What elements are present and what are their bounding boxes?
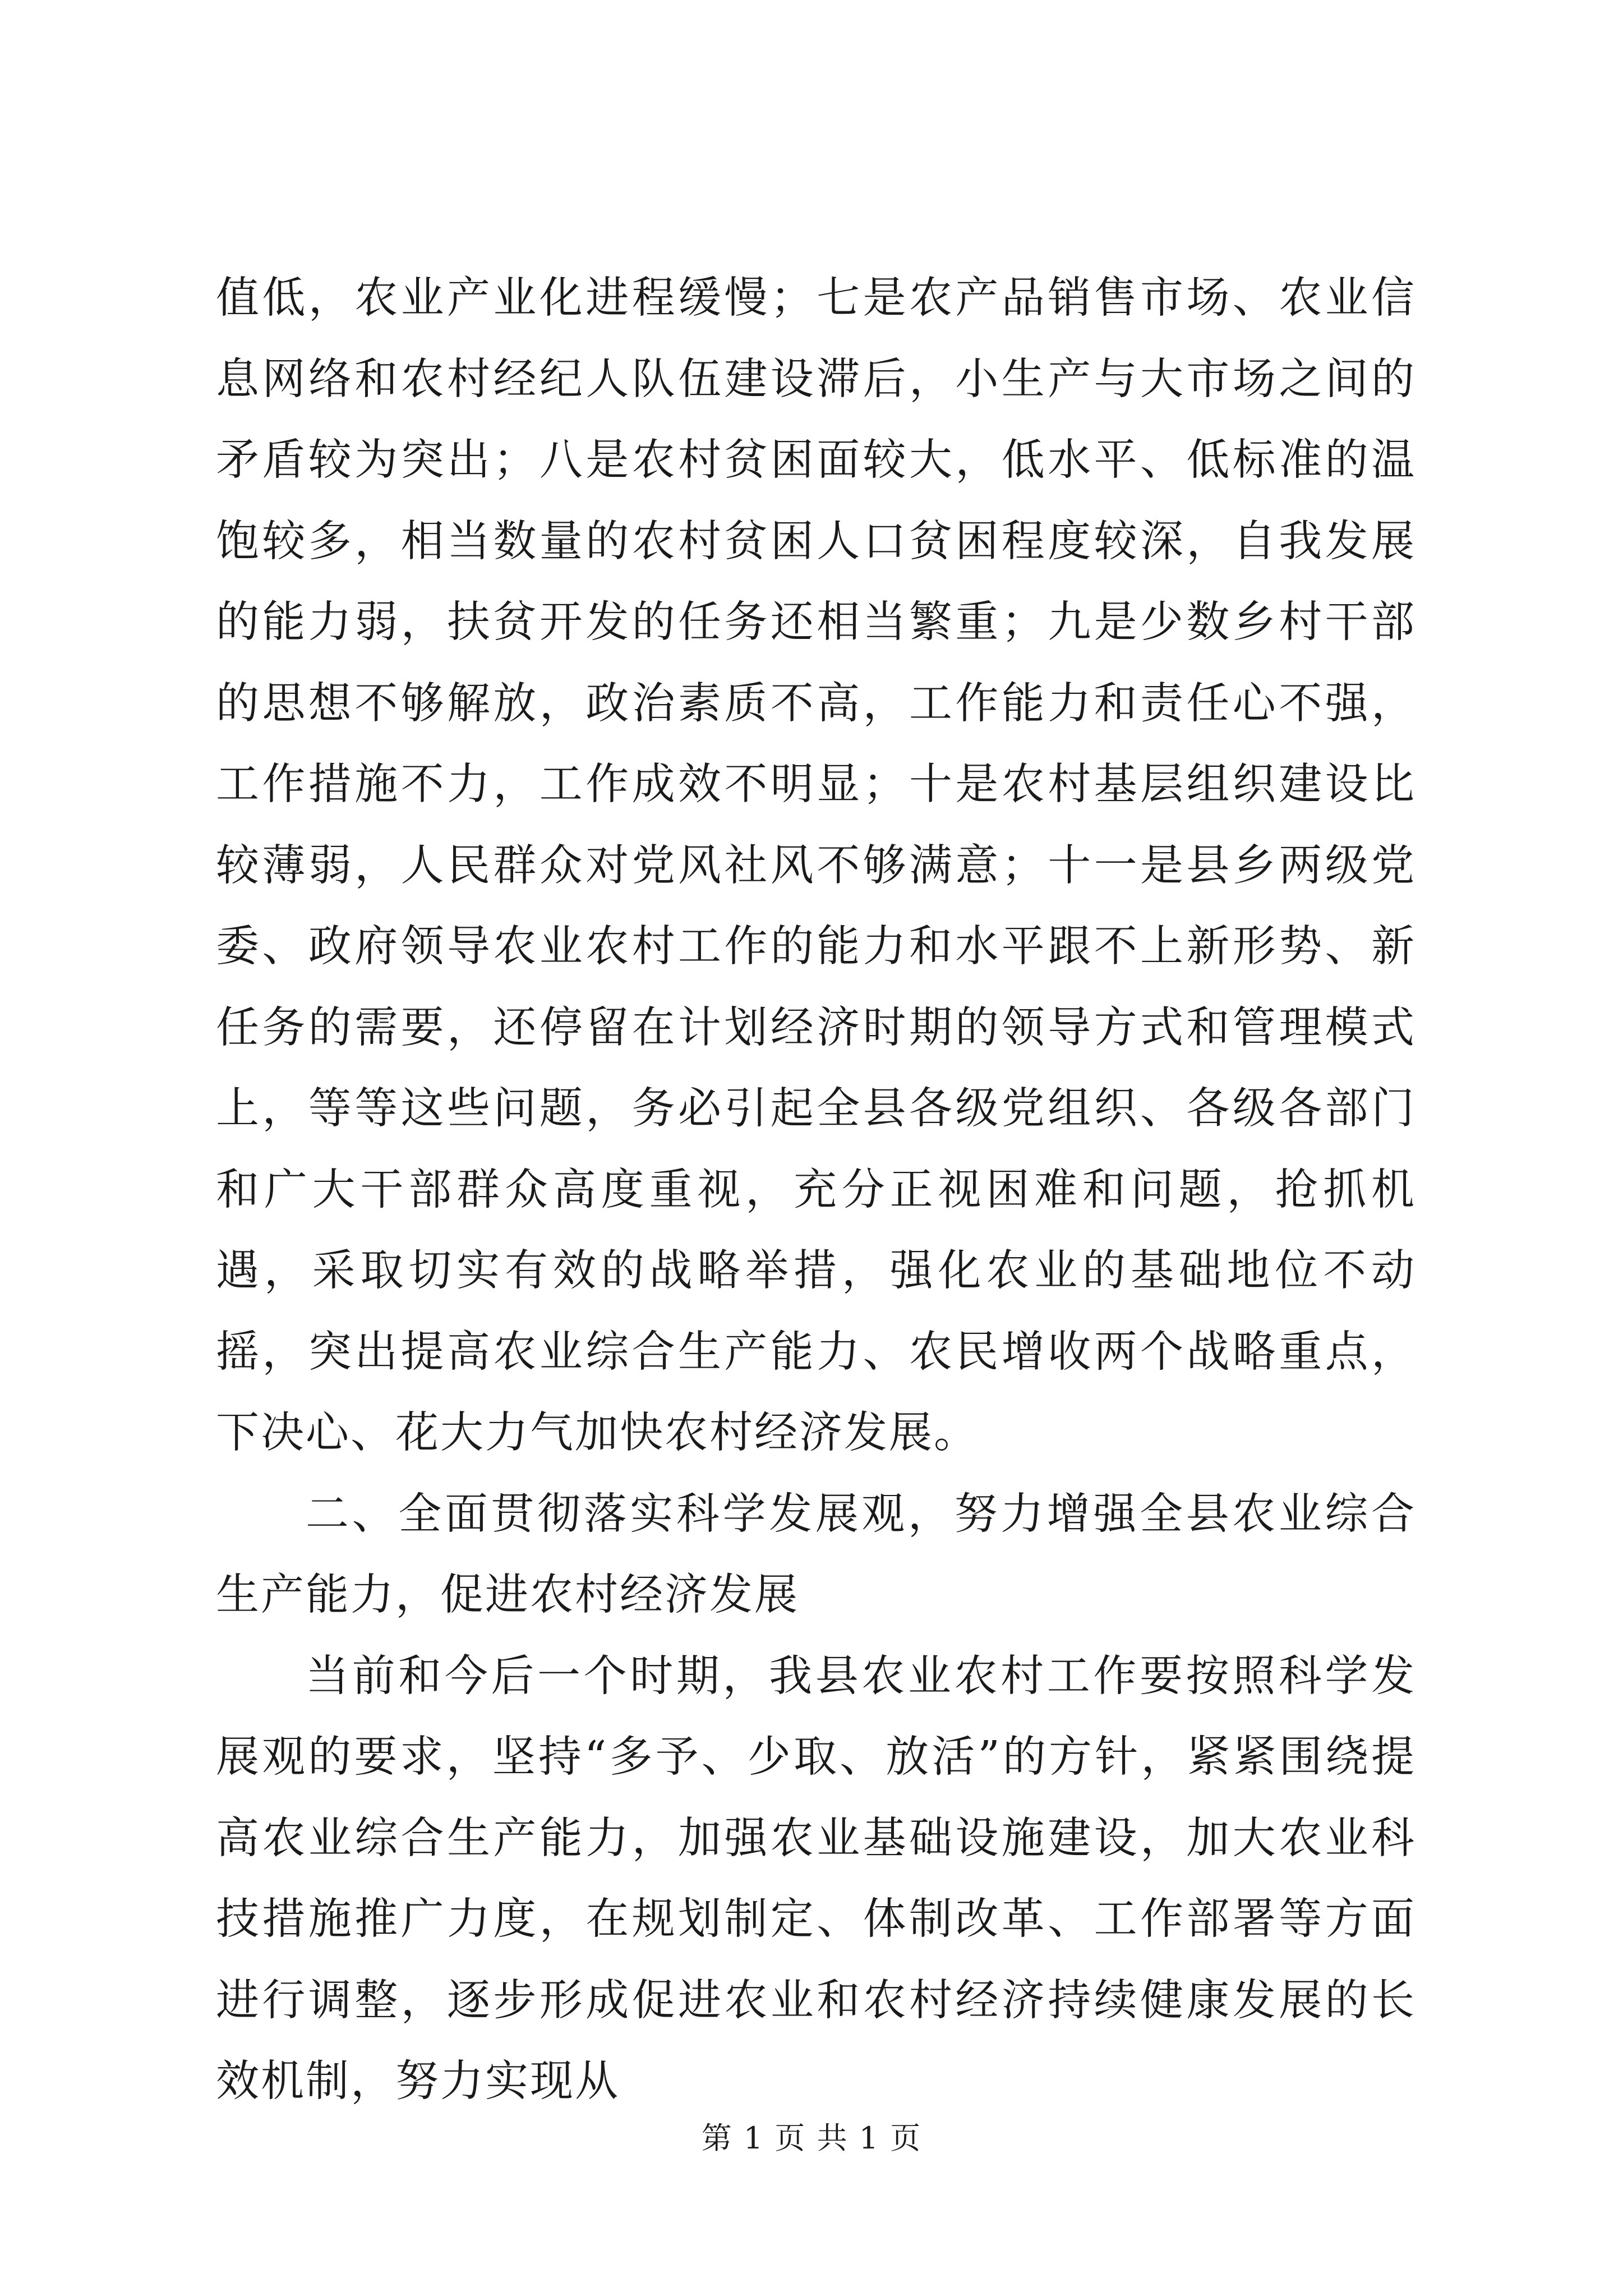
paragraph: 当前和今后一个时期，我县农业农村工作要按照科学发展观的要求，坚持“多予、少取、放活”的方针，紧紧围绕提高农业综合生产能力，加强农业基础设施建设，加大农业科技措施推广力度，在规划制定、体制改革、工作部署等方面进行调整，逐步形成促进农业和农村经济持续健康发展的长效机制，努力实现从 bbox=[216, 1651, 1416, 2106]
paragraph-continuation: 值低，农业产业化进程缓慢；七是农产品销售市场、农业信息网络和农村经纪人队伍建设滞后，小生产与大市场之间的矛盾较为突出；八是农村贫困面较大，低水平、低标准的温饱较多，相当数量的农村贫困人口贫困程度较深，自我发展的能力弱，扶贫开发的任务还相当繁重；九是少数乡村干部的思想不够解放，政治素质不高，工作能力和责任心不强，工作措施不力，工作成效不明显；十是农村基层组织建设比较薄弱，人民群众对党风社风不够满意；十一是县乡两级党委、政府领导农业农村工作的能力和水平跟不上新形势、新任务的需要，还停留在计划经济时期的领导方式和管理模式上，等等这些问题，务必引起全县各级党组织、各级各部门和广大干部群众高度重视，充分正视困难和问题，抢抓机遇，采取切实有效的战略举措，强化农业的基础地位不动摇，突出提高农业综合生产能力、农民增收两个战略重点，下决心、花大力气加快农村经济发展。 bbox=[216, 273, 1416, 1458]
document-body bbox=[216, 258, 1416, 2123]
page-number-footer: 第 1 页 共 1 页 bbox=[701, 2120, 922, 2156]
section-heading: 二、全面贯彻落实科学发展观，努力增强全县农业综合生产能力，促进农村经济发展 bbox=[216, 1489, 1416, 1620]
